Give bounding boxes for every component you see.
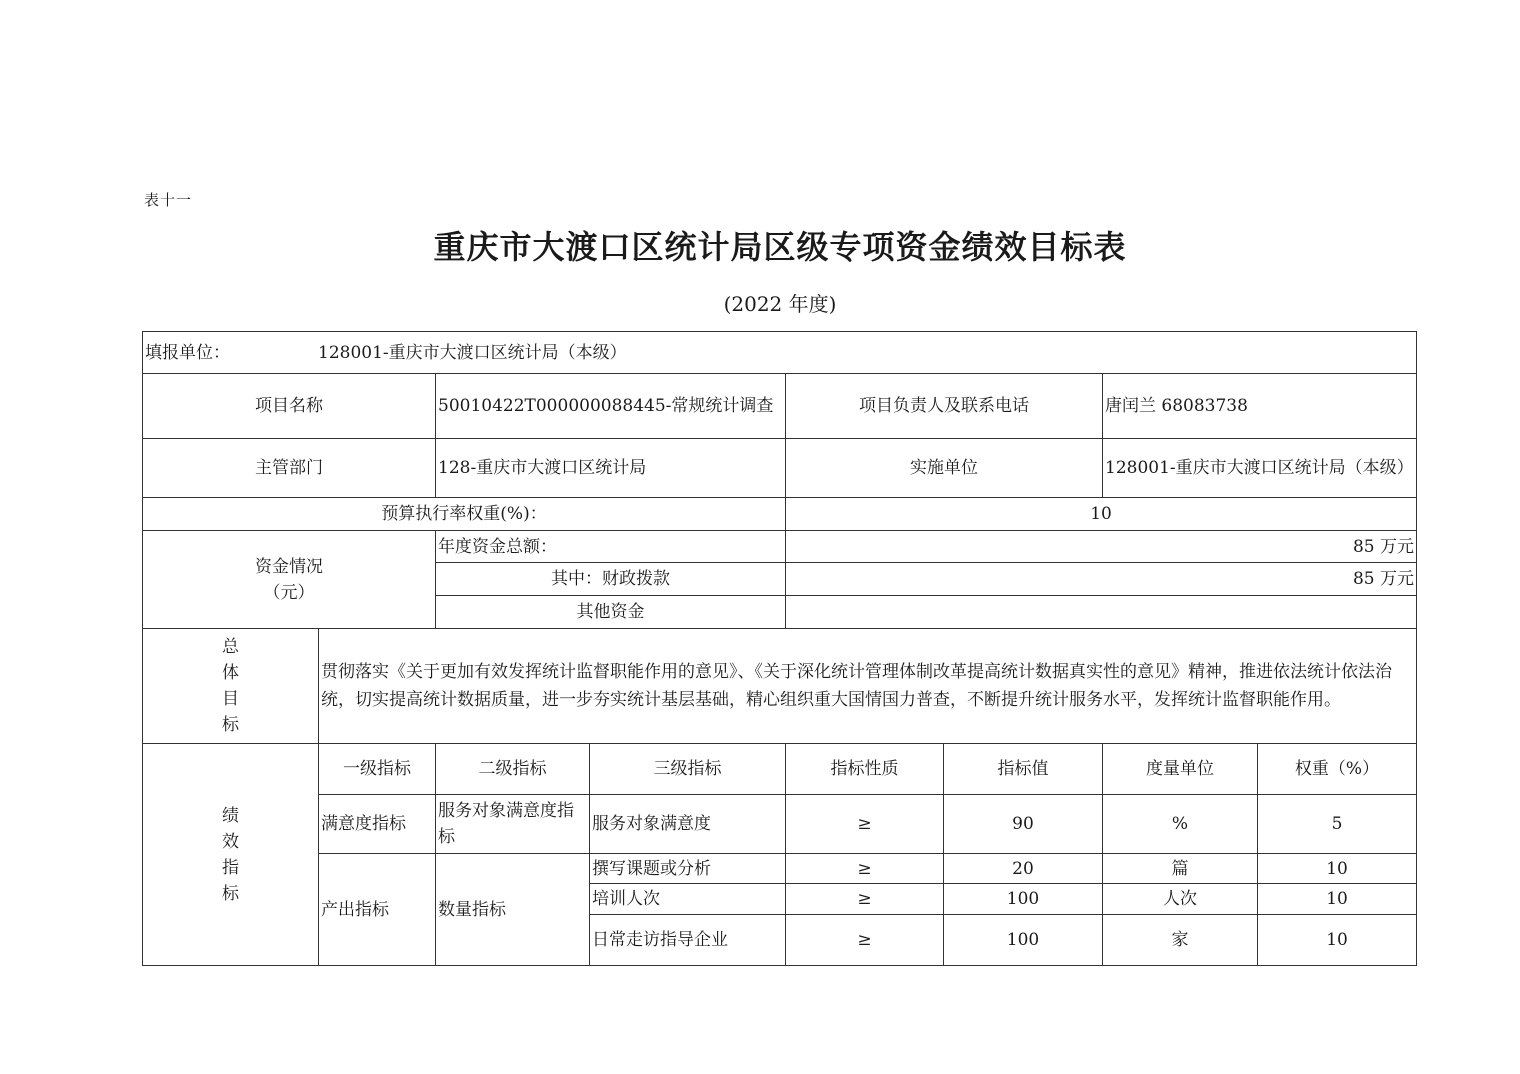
implementing-unit-value: 128001-重庆市大渡口区统计局（本级） bbox=[1103, 439, 1417, 498]
header-unit: 度量单位 bbox=[1103, 744, 1258, 795]
department-row bbox=[143, 439, 1417, 498]
nature-cell: ≥ bbox=[786, 915, 944, 966]
unit-cell: 人次 bbox=[1103, 884, 1258, 915]
project-name-label: 项目名称 bbox=[143, 374, 436, 439]
supervising-dept-value: 128-重庆市大渡口区统计局 bbox=[436, 439, 786, 498]
annual-total-value: 85 万元 bbox=[786, 531, 1417, 563]
level1-cell: 产出指标 bbox=[319, 854, 436, 966]
perf-char: 指 bbox=[222, 857, 239, 878]
value-cell: 100 bbox=[944, 915, 1103, 966]
unit-cell: 篇 bbox=[1103, 854, 1258, 884]
header-level2: 二级指标 bbox=[436, 744, 590, 795]
header-weight: 权重（%） bbox=[1258, 744, 1417, 795]
implementing-unit-label: 实施单位 bbox=[786, 439, 1103, 498]
annual-total-row bbox=[143, 531, 1417, 563]
project-name-value: 50010422T000000088445-常规统计调查 bbox=[436, 374, 786, 439]
header-level1: 一级指标 bbox=[319, 744, 436, 795]
table-row bbox=[143, 854, 1417, 884]
overall-goal-char: 目 bbox=[222, 689, 239, 709]
contact-label: 项目负责人及联系电话 bbox=[786, 374, 1103, 439]
value-cell: 20 bbox=[944, 854, 1103, 884]
overall-goal-char: 标 bbox=[222, 715, 239, 735]
weight-cell: 10 bbox=[1258, 884, 1417, 915]
document-year: (2022 年度) bbox=[723, 292, 837, 316]
fiscal-label: 其中：财政拨款 bbox=[436, 563, 786, 596]
level2-cell: 数量指标 bbox=[436, 854, 590, 966]
perf-char: 标 bbox=[222, 883, 239, 904]
header-level3: 三级指标 bbox=[590, 744, 786, 795]
reporting-unit-label: 填报单位： bbox=[145, 342, 230, 363]
perf-char: 效 bbox=[222, 831, 239, 852]
header-value: 指标值 bbox=[944, 744, 1103, 795]
indicator-header-row bbox=[143, 744, 1417, 795]
level2-cell: 服务对象满意度指标 bbox=[436, 795, 590, 854]
funds-label bbox=[143, 531, 436, 629]
budget-weight-label: 预算执行率权重(%)： bbox=[143, 498, 786, 531]
weight-cell: 10 bbox=[1258, 915, 1417, 966]
funds-label-line2: （元） bbox=[263, 582, 315, 603]
fiscal-value: 85 万元 bbox=[786, 563, 1417, 596]
table-number-label: 表十一 bbox=[144, 191, 193, 209]
nature-cell: ≥ bbox=[786, 854, 944, 884]
value-cell: 90 bbox=[944, 795, 1103, 854]
level1-cell: 满意度指标 bbox=[319, 795, 436, 854]
other-funds-label: 其他资金 bbox=[436, 596, 786, 629]
value-cell: 100 bbox=[944, 884, 1103, 915]
reporting-unit-value: 128001-重庆市大渡口区统计局（本级） bbox=[318, 342, 627, 363]
performance-indicator-label bbox=[143, 744, 319, 966]
overall-goal-text: 贯彻落实《关于更加有效发挥统计监督职能作用的意见》、《关于深化统计管理体制改革提高统计数据真实性的意见》精神，推进依法统计依法治统，切实提高统计数据质量，进一步夯实统计基层基础，精心组织重大国情国力普查，不断提升统计服务水平，发挥统计监督职能作用。 bbox=[319, 629, 1417, 744]
overall-goal-label bbox=[143, 629, 319, 744]
level3-cell: 服务对象满意度 bbox=[590, 795, 786, 854]
budget-weight-row bbox=[143, 498, 1417, 531]
level3-cell: 日常走访指导企业 bbox=[590, 915, 786, 966]
overall-goal-char: 体 bbox=[222, 663, 239, 683]
reporting-unit-row bbox=[143, 332, 1417, 374]
contact-value: 唐闰兰 68083738 bbox=[1103, 374, 1417, 439]
level3-cell: 撰写课题或分析 bbox=[590, 854, 786, 884]
project-row bbox=[143, 374, 1417, 439]
funds-label-line1: 资金情况 bbox=[255, 556, 323, 577]
other-funds-value bbox=[786, 596, 1417, 629]
weight-cell: 10 bbox=[1258, 854, 1417, 884]
performance-target-table bbox=[142, 331, 1417, 966]
level3-cell: 培训人次 bbox=[590, 884, 786, 915]
document-title: 重庆市大渡口区统计局区级专项资金绩效目标表 bbox=[433, 228, 1127, 266]
overall-goal-row bbox=[143, 629, 1417, 744]
table-row bbox=[143, 795, 1417, 854]
header-nature: 指标性质 bbox=[786, 744, 944, 795]
unit-cell: % bbox=[1103, 795, 1258, 854]
nature-cell: ≥ bbox=[786, 795, 944, 854]
budget-weight-value: 10 bbox=[786, 498, 1417, 531]
weight-cell: 5 bbox=[1258, 795, 1417, 854]
unit-cell: 家 bbox=[1103, 915, 1258, 966]
nature-cell: ≥ bbox=[786, 884, 944, 915]
overall-goal-char: 总 bbox=[222, 637, 239, 657]
reporting-unit-cell bbox=[143, 332, 1417, 374]
perf-char: 绩 bbox=[222, 805, 239, 826]
annual-total-label: 年度资金总额： bbox=[436, 531, 786, 563]
supervising-dept-label: 主管部门 bbox=[143, 439, 436, 498]
